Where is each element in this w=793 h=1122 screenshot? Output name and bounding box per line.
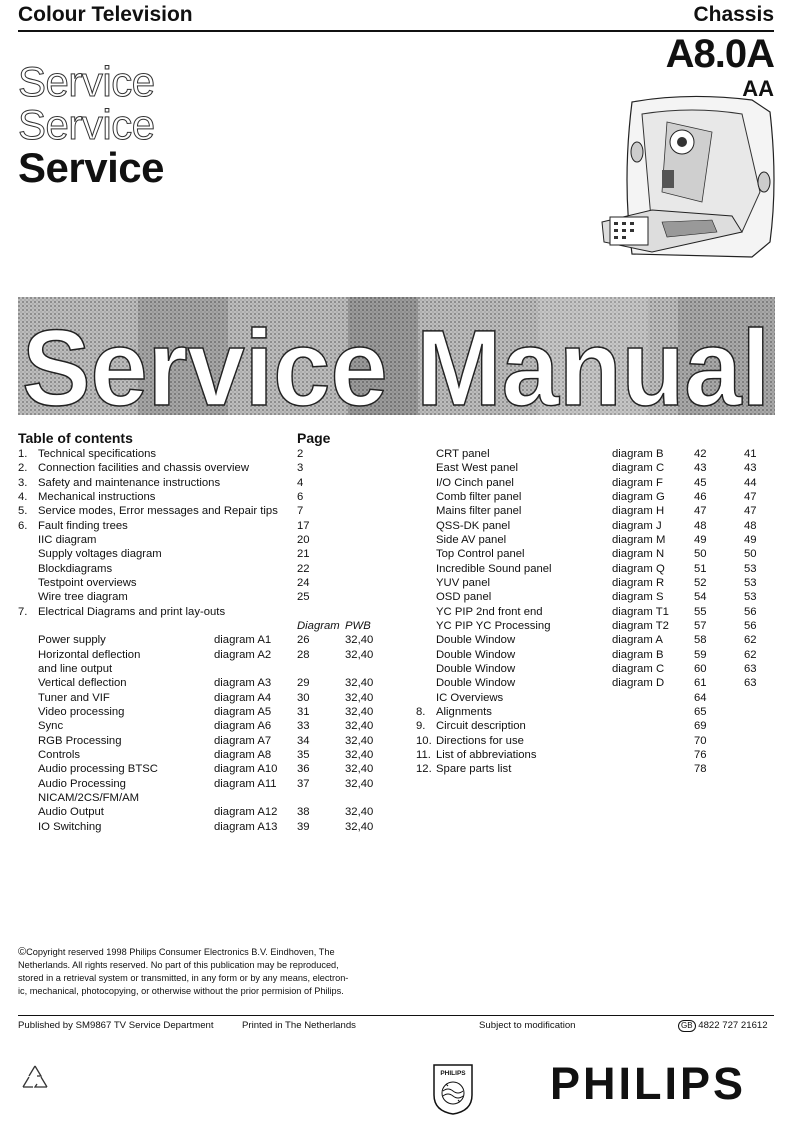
chassis-label: Chassis bbox=[693, 3, 774, 26]
toc-entry-page: 24 bbox=[297, 576, 310, 589]
tv-chassis-illustration bbox=[592, 92, 782, 287]
service-word-outline-2: Service bbox=[18, 101, 155, 148]
toc-entry-label: Top Control panel bbox=[436, 548, 525, 561]
philips-shield-icon bbox=[432, 1063, 474, 1120]
toc-entry-page: 6 bbox=[297, 490, 304, 503]
diagram-entry-page: 35 bbox=[297, 748, 310, 761]
toc-number: 5. bbox=[18, 505, 28, 518]
toc-entry-label: Connection facilities and chassis overview bbox=[38, 462, 249, 475]
diagram-entry-page: 64 bbox=[694, 691, 707, 704]
diagram-entry-label: RGB Processing bbox=[38, 734, 122, 747]
diagram-entry-id: diagram M bbox=[612, 533, 666, 546]
diagram-entry-page: 54 bbox=[694, 591, 707, 604]
toc-entry-label: Mains filter panel bbox=[436, 505, 522, 518]
diagram-entry-id: diagram A1 bbox=[214, 634, 272, 647]
toc-entry-page: 20 bbox=[297, 533, 310, 546]
toc-entry-page: 21 bbox=[297, 548, 310, 561]
diagram-entry-label: Audio Processing bbox=[38, 777, 126, 790]
toc-entry-label: IIC diagram bbox=[38, 533, 97, 546]
diagram-entry-page: 69 bbox=[694, 720, 707, 733]
diagram-entry-pwb: 48 bbox=[744, 519, 757, 532]
diagram-entry-id: diagram A3 bbox=[214, 677, 272, 690]
diagram-entry-pwb: 32,40 bbox=[345, 777, 374, 790]
diagram-entry-pwb: 49 bbox=[744, 533, 757, 546]
diagram-entry-id: diagram T1 bbox=[612, 605, 669, 618]
toc-number: 8. bbox=[416, 705, 426, 718]
diagram-entry-pwb: 32,40 bbox=[345, 705, 374, 718]
printed-in-text: Printed in The Netherlands bbox=[242, 1020, 356, 1031]
copyright-line-4: ic, mechanical, photocopying, or otherwise without the prior permision of Philips. bbox=[18, 986, 344, 996]
toc-number: 11. bbox=[416, 748, 431, 761]
recycle-icon bbox=[20, 1063, 50, 1098]
diagram-entry-id: diagram T2 bbox=[612, 619, 669, 632]
diagram-entry-page: 47 bbox=[694, 505, 707, 518]
diagram-entry-id: diagram G bbox=[612, 490, 665, 503]
diagram-entry-page: 28 bbox=[297, 648, 310, 661]
diagram-entry-page: 59 bbox=[694, 648, 707, 661]
diagram-entry-id: diagram N bbox=[612, 548, 665, 561]
diagram-entry-pwb: 32,40 bbox=[345, 820, 374, 833]
diagram-entry-id: diagram A2 bbox=[214, 648, 272, 661]
toc-entry-label: Technical specifications bbox=[38, 448, 157, 460]
diagram-entry-pwb: 32,40 bbox=[345, 691, 374, 704]
diagram-entry-pwb: 41 bbox=[744, 448, 757, 460]
pwb-column-header: PWB bbox=[345, 619, 371, 632]
diagram-entry-id: diagram R bbox=[612, 576, 665, 589]
toc-number: 12. bbox=[416, 763, 432, 776]
gb-language-badge: GB bbox=[678, 1020, 696, 1032]
copyright-line-3: stored in a retrieval system or transmitted, in any form or by any means, electron- bbox=[18, 973, 349, 983]
diagram-entry-id: diagram A12 bbox=[214, 806, 278, 819]
banner-text: Service Manual bbox=[22, 307, 770, 415]
header-rule bbox=[18, 30, 774, 32]
diagram-entry-label: Audio Output bbox=[38, 806, 104, 819]
diagram-entry-pwb: 62 bbox=[744, 634, 757, 647]
diagram-entry-page: 51 bbox=[694, 562, 707, 575]
toc-entry-label: Wire tree diagram bbox=[38, 591, 128, 604]
diagram-entry-pwb: 47 bbox=[744, 505, 757, 518]
diagram-entry-page: 31 bbox=[297, 705, 310, 718]
toc-entry-label: Circuit description bbox=[436, 720, 526, 733]
service-word-solid: Service bbox=[18, 144, 164, 191]
diagram-entry-page: 46 bbox=[694, 490, 707, 503]
toc-entry-label: Side AV panel bbox=[436, 533, 507, 546]
diagram-entry-label: Controls bbox=[38, 748, 81, 761]
diagram-entry-label: and line output bbox=[38, 662, 113, 675]
toc-entry-page: 4 bbox=[297, 476, 304, 489]
document-number: 4822 727 21612 bbox=[698, 1020, 768, 1031]
diagram-entry-page: 30 bbox=[297, 691, 310, 704]
toc-entry-label: Alignments bbox=[436, 705, 492, 718]
diagram-entry-page: 48 bbox=[694, 519, 707, 532]
toc-entry-label: Spare parts list bbox=[436, 763, 512, 776]
toc-entry-label: OSD panel bbox=[436, 591, 492, 604]
diagram-entry-label: Vertical deflection bbox=[38, 677, 127, 690]
diagram-entry-pwb: 43 bbox=[744, 462, 757, 475]
diagram-entry-page: 50 bbox=[694, 548, 707, 561]
shield-brand-text: PHILIPS bbox=[440, 1070, 466, 1077]
diagram-entry-id: diagram D bbox=[612, 677, 665, 690]
diagram-entry-id: diagram A5 bbox=[214, 705, 272, 718]
diagram-entry-id: diagram A6 bbox=[214, 720, 272, 733]
diagram-entry-id: diagram S bbox=[612, 591, 664, 604]
diagram-entry-label: Horizontal deflection bbox=[38, 648, 141, 661]
diagram-entry-pwb: 62 bbox=[744, 648, 757, 661]
toc-entry-label: IC Overviews bbox=[436, 691, 504, 704]
toc-entry-page: 3 bbox=[297, 462, 304, 475]
toc-entry-label: Double Window bbox=[436, 634, 516, 647]
diagram-entry-page: 29 bbox=[297, 677, 310, 690]
toc-entry-label: YUV panel bbox=[436, 576, 491, 589]
toc-number: 2. bbox=[18, 462, 28, 475]
diagram-entry-page: 42 bbox=[694, 448, 707, 460]
diagram-entry-label: Tuner and VIF bbox=[38, 691, 110, 704]
diagram-entry-page: 43 bbox=[694, 462, 707, 475]
diagram-entry-id: diagram A13 bbox=[214, 820, 278, 833]
toc-page-header: Page bbox=[297, 430, 331, 446]
diagram-entry-label: IO Switching bbox=[38, 820, 102, 833]
diagram-entry-page: 36 bbox=[297, 763, 310, 776]
diagram-entry-label: Video processing bbox=[38, 705, 125, 718]
diagram-entry-pwb: 56 bbox=[744, 619, 757, 632]
diagram-column-header: Diagram bbox=[297, 619, 340, 632]
diagram-entry-id: diagram B bbox=[612, 648, 664, 661]
diagram-entry-label: Audio processing BTSC bbox=[38, 763, 158, 776]
philips-logo: PHILIPS bbox=[550, 1058, 747, 1109]
diagram-entry-pwb: 53 bbox=[744, 562, 757, 575]
toc-entry-label: Fault finding trees bbox=[38, 519, 128, 532]
diagram-entry-label: Power supply bbox=[38, 634, 106, 647]
toc-entry-label: East West panel bbox=[436, 462, 519, 475]
service-word-outline-1: Service bbox=[18, 58, 155, 105]
toc-entry-label: CRT panel bbox=[436, 448, 490, 460]
toc-entry-label: Directions for use bbox=[436, 734, 524, 747]
diagram-entry-pwb: 56 bbox=[744, 605, 757, 618]
diagram-entry-page: 55 bbox=[694, 605, 707, 618]
toc-number: 4. bbox=[18, 490, 28, 503]
diagram-entry-pwb: 32,40 bbox=[345, 748, 374, 761]
toc-entry-label: Double Window bbox=[436, 648, 516, 661]
diagram-entry-page: 26 bbox=[297, 634, 310, 647]
toc-entry-label: Double Window bbox=[436, 677, 516, 690]
toc-entry-page: 17 bbox=[297, 519, 310, 532]
diagram-entry-label: Sync bbox=[38, 720, 64, 733]
toc-entry-label: Incredible Sound panel bbox=[436, 562, 552, 575]
chassis-submodel: AA bbox=[742, 76, 774, 101]
diagram-entry-page: 37 bbox=[297, 777, 310, 790]
diagram-entry-pwb: 44 bbox=[744, 476, 757, 489]
diagram-entry-id: diagram A8 bbox=[214, 748, 272, 761]
diagram-entry-pwb: 53 bbox=[744, 591, 757, 604]
toc-number: 3. bbox=[18, 476, 28, 489]
diagram-entry-pwb: 32,40 bbox=[345, 720, 374, 733]
diagram-entry-id: diagram A4 bbox=[214, 691, 272, 704]
toc-entry-page: 7 bbox=[297, 505, 304, 518]
diagram-entry-pwb: 53 bbox=[744, 576, 757, 589]
diagram-entry-page: 58 bbox=[694, 634, 707, 647]
diagram-entry-page: 70 bbox=[694, 734, 707, 747]
diagram-entry-id: diagram B bbox=[612, 448, 664, 460]
toc-entry-label: List of abbreviations bbox=[436, 748, 537, 761]
diagram-entry-page: 52 bbox=[694, 576, 707, 589]
toc-number: 1. bbox=[18, 448, 28, 460]
toc-entry-label: YC PIP 2nd front end bbox=[436, 605, 543, 618]
diagram-entry-page: 38 bbox=[297, 806, 310, 819]
diagram-entry-id: diagram A11 bbox=[214, 777, 277, 790]
diagram-entry-pwb: 32,40 bbox=[345, 634, 374, 647]
toc-entry-label: Safety and maintenance instructions bbox=[38, 476, 221, 489]
diagram-entry-page: 39 bbox=[297, 820, 310, 833]
diagram-entry-pwb: 32,40 bbox=[345, 806, 374, 819]
toc-number: 10. bbox=[416, 734, 432, 747]
diagram-entry-label: NICAM/2CS/FM/AM bbox=[38, 791, 140, 804]
diagram-entry-page: 49 bbox=[694, 533, 707, 546]
diagram-entry-page: 60 bbox=[694, 662, 707, 675]
copyright-notice bbox=[18, 946, 378, 998]
document-category: Colour Television bbox=[18, 3, 193, 26]
diagram-entry-pwb: 32,40 bbox=[345, 734, 374, 747]
diagram-entry-page: 57 bbox=[694, 619, 707, 632]
toc-number: 9. bbox=[416, 720, 426, 733]
toc-entry-label: Comb filter panel bbox=[436, 490, 522, 503]
toc-number: 7. bbox=[18, 605, 28, 618]
toc-entry-page: 2 bbox=[297, 448, 304, 460]
toc-number: 6. bbox=[18, 519, 28, 532]
diagram-entry-pwb: 32,40 bbox=[345, 763, 374, 776]
copyright-line-2: Netherlands. All rights reserved. No part of this publication may be reproduced, bbox=[18, 960, 339, 970]
toc-entry-label: QSS-DK panel bbox=[436, 519, 511, 532]
diagram-entry-id: diagram C bbox=[612, 462, 665, 475]
diagram-entry-page: 33 bbox=[297, 720, 310, 733]
subject-to-modification: Subject to modification bbox=[479, 1020, 576, 1031]
toc-title: Table of contents bbox=[18, 430, 133, 446]
toc-entry-label: Supply voltages diagram bbox=[38, 548, 162, 561]
diagram-entry-page: 45 bbox=[694, 476, 707, 489]
diagram-entry-id: diagram A10 bbox=[214, 763, 278, 776]
service-manual-banner bbox=[18, 297, 775, 415]
toc-entry-label: Blockdiagrams bbox=[38, 562, 113, 575]
diagram-entry-page: 65 bbox=[694, 705, 707, 718]
diagram-entry-id: diagram J bbox=[612, 519, 662, 532]
copyright-line-1: Copyright reserved 1998 Philips Consumer Electronics B.V. Eindhoven, The bbox=[26, 947, 335, 957]
diagram-entry-pwb: 63 bbox=[744, 662, 757, 675]
diagram-entry-id: diagram H bbox=[612, 505, 665, 518]
diagram-entry-page: 78 bbox=[694, 763, 707, 776]
diagram-entry-pwb: 63 bbox=[744, 677, 757, 690]
toc-entry-page: 22 bbox=[297, 562, 310, 575]
diagram-entry-pwb: 32,40 bbox=[345, 677, 374, 690]
footer-rule bbox=[18, 1015, 774, 1016]
toc-entry-label: Mechanical instructions bbox=[38, 490, 156, 503]
toc-entry-page: 25 bbox=[297, 591, 310, 604]
publisher-text: Published by SM9867 TV Service Department bbox=[18, 1020, 214, 1031]
chassis-model: A8.0A bbox=[665, 32, 774, 76]
diagram-entry-page: 76 bbox=[694, 748, 707, 761]
toc-entry-label: Testpoint overviews bbox=[38, 576, 137, 589]
diagram-entry-id: diagram A bbox=[612, 634, 663, 647]
toc-entry-label: Service modes, Error messages and Repair tips bbox=[38, 505, 278, 518]
toc-entry-label: Double Window bbox=[436, 662, 516, 675]
toc-entry-label: I/O Cinch panel bbox=[436, 476, 514, 489]
diagram-entry-pwb: 32,40 bbox=[345, 648, 374, 661]
diagram-entry-id: diagram F bbox=[612, 476, 663, 489]
diagram-entry-pwb: 47 bbox=[744, 490, 757, 503]
diagram-entry-id: diagram Q bbox=[612, 562, 665, 575]
document-code bbox=[678, 1020, 768, 1032]
diagram-entry-page: 61 bbox=[694, 677, 707, 690]
toc-entry-label: Electrical Diagrams and print lay-outs bbox=[38, 605, 226, 618]
toc-entry-label: YC PIP YC Processing bbox=[436, 619, 551, 632]
copyright-symbol: © bbox=[18, 946, 27, 958]
diagram-entry-id: diagram A7 bbox=[214, 734, 272, 747]
diagram-entry-page: 34 bbox=[297, 734, 310, 747]
diagram-entry-pwb: 50 bbox=[744, 548, 757, 561]
diagram-entry-id: diagram C bbox=[612, 662, 665, 675]
